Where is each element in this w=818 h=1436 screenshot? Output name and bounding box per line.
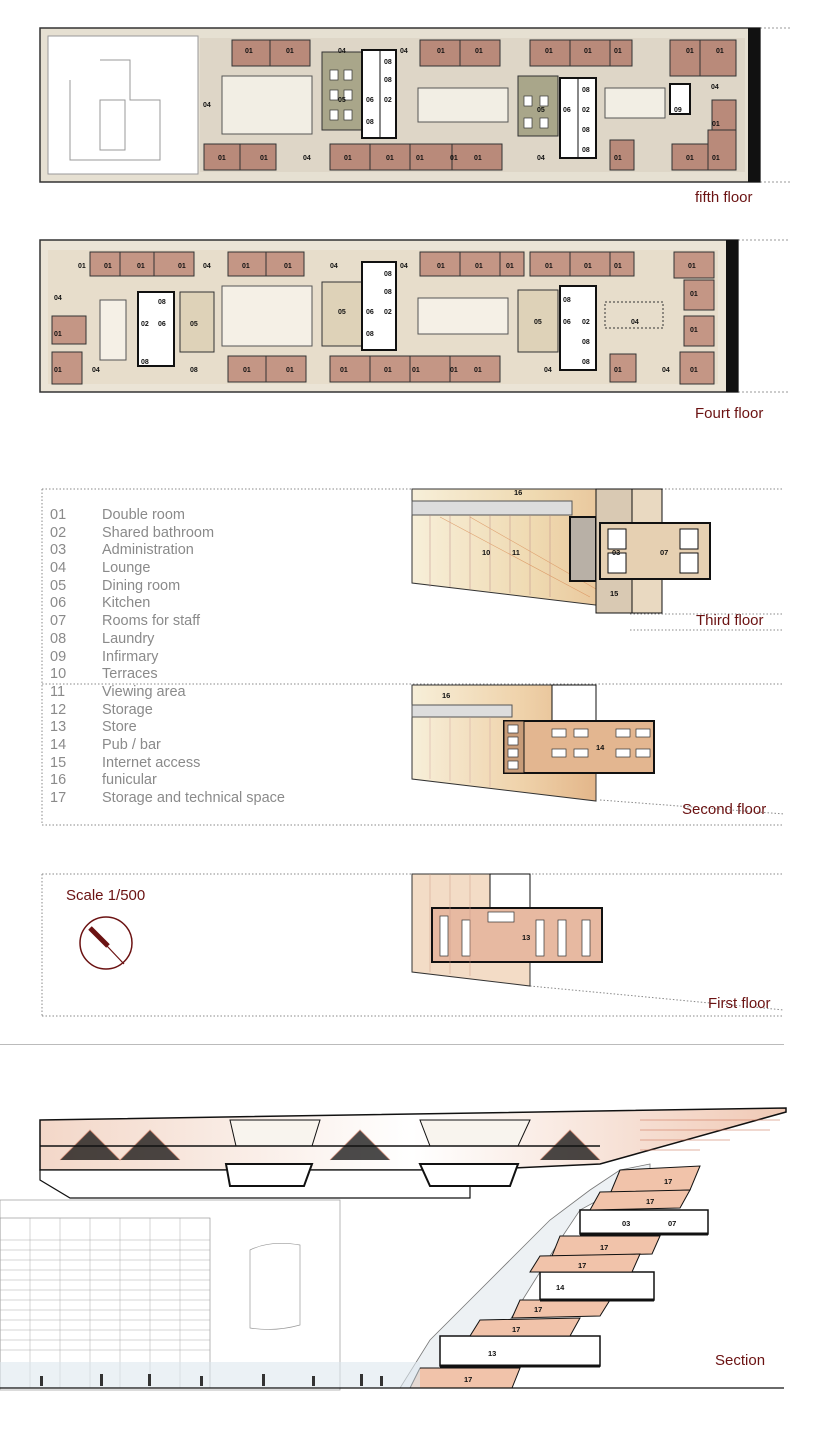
room-tag: 01 bbox=[178, 263, 186, 270]
room-tag: 02 bbox=[582, 107, 590, 114]
room-tag: 01 bbox=[412, 367, 420, 374]
room-tag: 01 bbox=[284, 263, 292, 270]
room-tag: 04 bbox=[303, 155, 311, 162]
room-tag: 09 bbox=[674, 107, 682, 114]
first-floor-label: First floor bbox=[708, 995, 771, 1012]
room-tag: 01 bbox=[104, 263, 112, 270]
room-tag: 14 bbox=[556, 1283, 565, 1292]
room-tag: 05 bbox=[338, 309, 346, 316]
room-tag: 10 bbox=[482, 548, 491, 557]
room-tag: 01 bbox=[242, 263, 250, 270]
legend-item: 08 Laundry bbox=[50, 630, 155, 647]
room-tag: 04 bbox=[544, 367, 552, 374]
room-tag: 01 bbox=[474, 155, 482, 162]
room-tag: 14 bbox=[596, 743, 605, 752]
room-tag: 01 bbox=[386, 155, 394, 162]
room-tag: 01 bbox=[474, 367, 482, 374]
room-tag: 08 bbox=[366, 119, 374, 126]
first-floor-plan bbox=[412, 874, 602, 986]
legend-item: 11 Viewing area bbox=[50, 683, 186, 700]
room-tag: 06 bbox=[158, 321, 166, 328]
legend-item: 10 Terraces bbox=[50, 666, 158, 683]
room-tag: 01 bbox=[475, 263, 483, 270]
section-drawing bbox=[0, 1100, 818, 1400]
room-tag: 08 bbox=[190, 367, 198, 374]
room-tag: 01 bbox=[243, 367, 251, 374]
legend-item: 01 Double room bbox=[50, 507, 186, 523]
room-tag: 01 bbox=[716, 48, 724, 55]
legend-item: 17 Storage and technical space bbox=[50, 790, 285, 806]
room-tag: 08 bbox=[366, 331, 374, 338]
third-floor-label: Third floor bbox=[696, 612, 764, 629]
fourth-floor-plan bbox=[0, 232, 818, 402]
room-tag: 07 bbox=[668, 1219, 677, 1228]
room-tag: 04 bbox=[400, 48, 408, 55]
room-tag: 17 bbox=[646, 1197, 655, 1206]
room-tag: 01 bbox=[690, 291, 698, 298]
room-tag: 01 bbox=[450, 155, 458, 162]
third-floor-plan bbox=[410, 487, 715, 617]
room-tag: 04 bbox=[400, 263, 408, 270]
room-tag: 02 bbox=[384, 97, 392, 104]
room-tag: 08 bbox=[158, 299, 166, 306]
room-tag: 01 bbox=[584, 263, 592, 270]
legend-item: 14 Pub / bar bbox=[50, 736, 161, 753]
room-tag: 04 bbox=[537, 155, 545, 162]
room-tag: 04 bbox=[631, 319, 639, 326]
second-floor-label: Second floor bbox=[682, 801, 767, 818]
room-tag: 06 bbox=[563, 107, 571, 114]
room-tag: 15 bbox=[610, 589, 619, 598]
legend-item: 06 Kitchen bbox=[50, 595, 151, 612]
room-tag: 01 bbox=[437, 263, 445, 270]
room-tag: 02 bbox=[141, 321, 149, 328]
fifth-floor-plan bbox=[0, 20, 818, 190]
room-tag: 01 bbox=[416, 155, 424, 162]
room-tag: 08 bbox=[582, 147, 590, 154]
section-label: Section bbox=[715, 1352, 766, 1369]
room-tag: 04 bbox=[330, 263, 338, 270]
room-tag: 04 bbox=[92, 367, 100, 374]
legend-item: 16 funicular bbox=[50, 772, 157, 789]
room-tag: 01 bbox=[137, 263, 145, 270]
room-tag: 04 bbox=[711, 84, 719, 91]
room-tag: 05 bbox=[338, 97, 346, 104]
room-tag: 13 bbox=[488, 1349, 497, 1358]
room-tag: 01 bbox=[690, 367, 698, 374]
room-tag: 17 bbox=[534, 1305, 543, 1314]
legend-item: 12 Storage bbox=[50, 701, 153, 718]
room-tag: 01 bbox=[614, 367, 622, 374]
room-tag: 01 bbox=[450, 367, 458, 374]
room-tag: 08 bbox=[384, 77, 392, 84]
room-tag: 04 bbox=[662, 367, 670, 374]
room-tag: 01 bbox=[545, 48, 553, 55]
room-tag: 01 bbox=[54, 331, 62, 338]
room-tag: 04 bbox=[54, 295, 62, 302]
room-tag: 01 bbox=[506, 263, 514, 270]
room-tag: 02 bbox=[384, 309, 392, 316]
fifth-floor-label: fifth floor bbox=[695, 189, 753, 206]
room-tag: 01 bbox=[245, 48, 253, 55]
room-tag: 17 bbox=[600, 1243, 609, 1252]
room-tag: 06 bbox=[366, 97, 374, 104]
room-tag: 17 bbox=[664, 1177, 673, 1186]
room-tag: 01 bbox=[384, 367, 392, 374]
room-tag: 01 bbox=[286, 367, 294, 374]
room-tag: 08 bbox=[563, 297, 571, 304]
room-tag: 07 bbox=[660, 548, 669, 557]
room-tag: 01 bbox=[545, 263, 553, 270]
room-tag: 01 bbox=[686, 48, 694, 55]
room-tag: 01 bbox=[614, 263, 622, 270]
legend-item: 15 Internet access bbox=[50, 754, 201, 771]
second-floor-plan bbox=[410, 683, 660, 803]
room-tag: 17 bbox=[464, 1375, 473, 1384]
room-tag: 08 bbox=[384, 59, 392, 66]
legend-item: 07 Rooms for staff bbox=[50, 613, 201, 630]
room-tag: 08 bbox=[384, 289, 392, 296]
room-tag: 04 bbox=[203, 263, 211, 270]
room-tag: 01 bbox=[688, 263, 696, 270]
room-tag: 01 bbox=[218, 155, 226, 162]
room-tag: 01 bbox=[344, 155, 352, 162]
room-tag: 03 bbox=[622, 1219, 631, 1228]
legend bbox=[50, 507, 285, 808]
legend-item: 04 Lounge bbox=[50, 560, 151, 577]
room-tag: 16 bbox=[442, 691, 451, 700]
room-tag: 06 bbox=[563, 319, 571, 326]
legend-item: 05 Dining room bbox=[50, 577, 181, 594]
divider bbox=[0, 1044, 784, 1045]
legend-item: 03 Administration bbox=[50, 542, 194, 559]
room-tag: 01 bbox=[475, 48, 483, 55]
room-tag: 04 bbox=[338, 48, 346, 55]
room-tag: 01 bbox=[614, 48, 622, 55]
room-tag: 01 bbox=[712, 121, 720, 128]
room-tag: 05 bbox=[534, 319, 542, 326]
room-tag: 01 bbox=[78, 263, 86, 270]
legend-item: 09 Infirmary bbox=[50, 648, 159, 665]
room-tag: 01 bbox=[614, 155, 622, 162]
room-tag: 08 bbox=[141, 359, 149, 366]
room-tag: 08 bbox=[582, 87, 590, 94]
room-tag: 05 bbox=[537, 107, 545, 114]
room-tag: 08 bbox=[582, 127, 590, 134]
room-tag: 01 bbox=[690, 327, 698, 334]
room-tag: 17 bbox=[512, 1325, 521, 1334]
legend-item: 13 Store bbox=[50, 719, 137, 736]
room-tag: 08 bbox=[384, 271, 392, 278]
room-tag: 13 bbox=[522, 933, 531, 942]
room-tag: 01 bbox=[340, 367, 348, 374]
fourth-floor-label: Fourt floor bbox=[695, 405, 764, 422]
scale-label: Scale 1/500 bbox=[66, 887, 146, 904]
room-tag: 05 bbox=[190, 321, 198, 328]
room-tag: 01 bbox=[437, 48, 445, 55]
room-tag: 11 bbox=[512, 548, 520, 557]
room-tag: 03 bbox=[612, 548, 621, 557]
room-tag: 01 bbox=[260, 155, 268, 162]
room-tag: 17 bbox=[578, 1261, 587, 1270]
room-tag: 16 bbox=[514, 488, 523, 497]
room-tag: 08 bbox=[582, 339, 590, 346]
room-tag: 01 bbox=[712, 155, 720, 162]
room-tag: 01 bbox=[584, 48, 592, 55]
room-tag: 01 bbox=[686, 155, 694, 162]
room-tag: 02 bbox=[582, 319, 590, 326]
room-tag: 04 bbox=[203, 102, 211, 109]
room-tag: 01 bbox=[286, 48, 294, 55]
room-tag: 01 bbox=[54, 367, 62, 374]
room-tag: 08 bbox=[582, 359, 590, 366]
room-tag: 06 bbox=[366, 309, 374, 316]
north-arrow-icon bbox=[80, 917, 132, 969]
legend-item: 02 Shared bathroom bbox=[50, 524, 215, 541]
